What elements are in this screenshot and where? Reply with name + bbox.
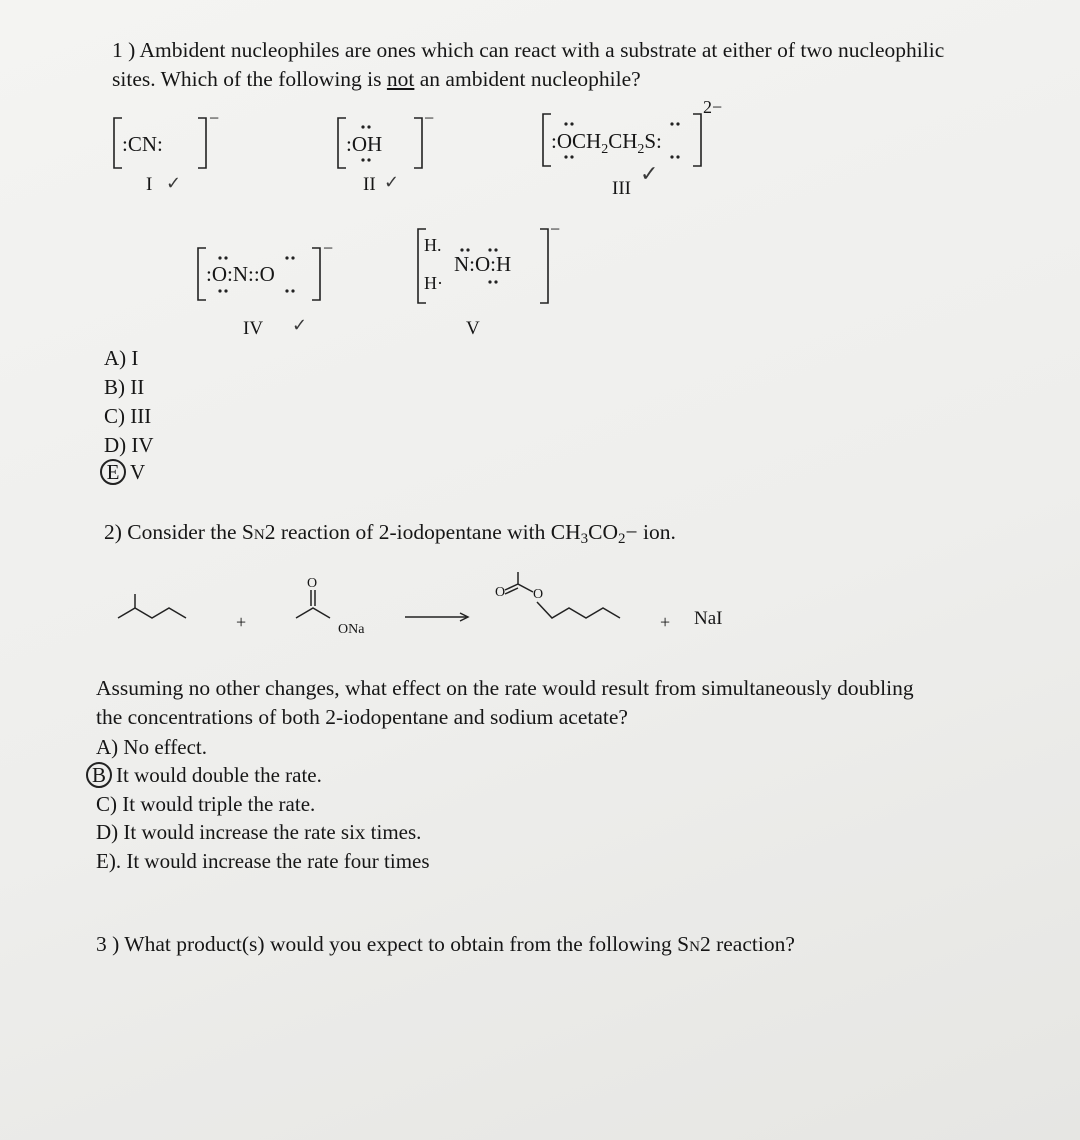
- circled-answer-e: E: [100, 459, 126, 485]
- check-mark-iii: ✓: [640, 162, 659, 187]
- acetate-carbonyl-o: O: [307, 576, 318, 591]
- q2-prompt-part1: 2) Consider the S: [104, 520, 254, 544]
- circled-answer-b: B: [86, 762, 112, 788]
- plus-sign-1: +: [236, 612, 247, 632]
- q3-prompt-sub-n: N: [689, 939, 700, 955]
- q2-prompt-part3: CO: [588, 520, 618, 544]
- structure-i: [100, 108, 230, 198]
- q2-option-b[interactable]: [86, 761, 322, 790]
- q2-prompt-sub-2: 2: [617, 531, 626, 547]
- iodopentane-skeleton: [118, 608, 186, 618]
- q3-prompt: [96, 930, 795, 962]
- q1-option-e[interactable]: [100, 458, 145, 487]
- acetate-ona-label: ONa: [338, 622, 365, 637]
- q1-option-a[interactable]: A) I: [104, 346, 139, 370]
- structure-v-formula: N:O:H: [454, 252, 512, 276]
- q1-option-e-text: V: [130, 460, 146, 484]
- acetate-skeleton: [296, 608, 330, 618]
- q1-option-c[interactable]: C) III: [104, 404, 152, 428]
- q2-question-line1: Assuming no other changes, what effect on the rate would result from simultaneously doubling: [96, 676, 914, 700]
- plus-sign-2: +: [660, 612, 671, 632]
- structure-iv-label: IV: [243, 318, 264, 339]
- sn2-reaction-scheme: [100, 570, 780, 660]
- q2-option-e[interactable]: E). It would increase the rate four times: [96, 849, 430, 873]
- q1-option-d[interactable]: D) IV: [104, 433, 154, 457]
- q2-prompt-part2: 2 reaction of 2-iodopentane with CH: [264, 520, 581, 544]
- q1-not-underlined: not: [386, 67, 415, 91]
- ester-alkyl-skeleton: [537, 602, 620, 618]
- structure-i-label: I: [146, 174, 153, 195]
- structure-v-h-top: H.: [424, 235, 442, 255]
- q1-text-line2: [112, 65, 641, 94]
- q3-prompt-part2: 2 reaction?: [699, 932, 795, 956]
- structure-iii-charge: 2−: [703, 100, 723, 117]
- q3-prompt-part1: 3 ) What product(s) would you expect to obtain from the following S: [96, 932, 690, 956]
- q1-option-b[interactable]: B) II: [104, 375, 145, 399]
- structure-iv: [190, 238, 350, 318]
- ester-carbonyl-o: O: [495, 585, 506, 600]
- q1-text-line2-part: sites. Which of the following is: [112, 67, 387, 91]
- q2-question-line2: the concentrations of both 2-iodopentane and sodium acetate?: [96, 705, 628, 729]
- structure-iii-label: III: [612, 178, 631, 199]
- ester-alkoxy-o: O: [533, 587, 544, 602]
- q2-option-a[interactable]: A) No effect.: [96, 735, 207, 759]
- check-mark-iv: ✓: [292, 315, 308, 336]
- q2-option-d[interactable]: D) It would increase the rate six times.: [96, 820, 422, 844]
- structure-iii-formula: $:OCH_2CH_2S$:: [551, 129, 662, 157]
- structure-ii-label: II: [363, 174, 376, 195]
- q2-prompt-sub-n: N: [253, 527, 265, 543]
- structure-v: [410, 215, 570, 315]
- q1-text-line2-end: an ambident nucleophile?: [414, 67, 641, 91]
- structure-v-h-bottom: H·: [424, 273, 443, 293]
- structure-ii-charge: −: [424, 108, 435, 128]
- q2-prompt: [104, 518, 676, 554]
- q2-prompt-part4: − ion.: [625, 520, 676, 544]
- q2-option-b-text: It would double the rate.: [116, 763, 322, 787]
- q2-option-c[interactable]: C) It would triple the rate.: [96, 792, 316, 816]
- structure-v-label: V: [466, 318, 480, 339]
- structure-iv-formula: :O:N::O: [206, 262, 275, 286]
- structure-v-charge: −: [550, 219, 561, 239]
- check-mark-ii: ✓: [384, 172, 400, 193]
- structure-ii-formula: :OH: [346, 132, 383, 156]
- structure-i-formula: :CN:: [122, 132, 163, 156]
- ester-acyl-bonds: [518, 572, 533, 592]
- q1-text-line1: 1 ) Ambident nucleophiles are ones which can react with a substrate at either of two nucleophilic: [112, 38, 945, 62]
- q2-prompt-sub-3: 3: [580, 531, 589, 547]
- nai-byproduct: NaI: [694, 608, 723, 629]
- structure-iv-charge: −: [323, 238, 334, 258]
- check-mark-i: ✓: [166, 173, 182, 194]
- structure-i-charge: −: [209, 108, 220, 128]
